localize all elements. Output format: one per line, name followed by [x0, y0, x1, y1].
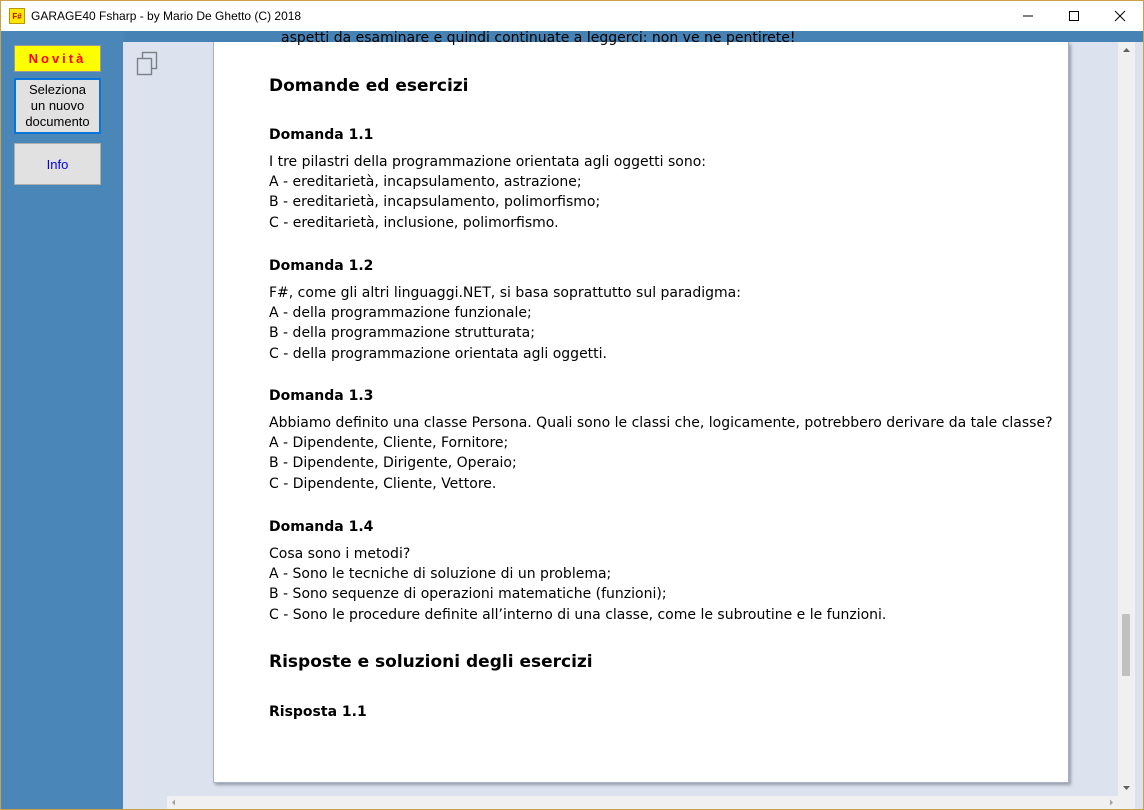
select-document-button[interactable]: Seleziona un nuovo documento: [14, 78, 101, 134]
question-text: F#, come gli altri linguaggi.NET, si basa soprattutto sul paradigma: A - della programmazione funzionale; B - della programmazione strutturata; C - della programmazione orientata agli oggetti.: [269, 285, 741, 362]
title-bar[interactable]: [1, 1, 1143, 31]
minimize-icon: [1023, 11, 1033, 21]
maximize-icon: [1069, 11, 1079, 21]
document-page[interactable]: [213, 30, 1069, 783]
answer-title: Risposta 1.1: [269, 704, 367, 720]
close-button[interactable]: [1097, 1, 1143, 31]
novita-button[interactable]: Novità: [14, 45, 101, 72]
section-title-answers: Risposte e soluzioni degli esercizi: [269, 652, 593, 672]
window-title: GARAGE40 Fsharp - by Mario De Ghetto (C) 2018: [31, 9, 302, 23]
scroll-down-arrow-icon[interactable]: [1118, 779, 1135, 796]
vertical-scrollbar[interactable]: [1118, 42, 1135, 796]
clipped-text-line: aspetti da esaminare e quindi continuate a leggerci: non ve ne pentirete!: [281, 30, 796, 46]
left-panel: [1, 31, 123, 809]
window-controls: [1005, 1, 1143, 31]
maximize-button[interactable]: [1051, 1, 1097, 31]
client-area: [1, 31, 1143, 809]
question-title: Domanda 1.1: [269, 127, 374, 143]
scroll-left-arrow-icon[interactable]: [167, 796, 180, 809]
question-text: Abbiamo definito una classe Persona. Quali sono le classi che, logicamente, potrebbero derivare da tale classe? A - Dipendente, Cliente, Fornitore; B - Dipendente, Dirigente, Operaio; C - Dipendente, Cliente, Vettore.: [269, 415, 1053, 492]
scroll-right-arrow-icon[interactable]: [1105, 796, 1118, 809]
question-title: Domanda 1.4: [269, 519, 374, 535]
info-button[interactable]: Info: [14, 143, 101, 185]
scrollbar-corner: [1118, 796, 1135, 809]
close-icon: [1115, 11, 1125, 21]
horizontal-scrollbar[interactable]: [167, 796, 1118, 809]
vertical-scroll-thumb[interactable]: [1122, 614, 1130, 676]
question-title: Domanda 1.3: [269, 388, 374, 404]
minimize-button[interactable]: [1005, 1, 1051, 31]
question-title: Domanda 1.2: [269, 258, 374, 274]
scroll-up-arrow-icon[interactable]: [1118, 42, 1135, 59]
document-viewer: [123, 30, 1143, 809]
section-title-questions: Domande ed esercizi: [269, 76, 469, 96]
copy-icon[interactable]: [136, 52, 158, 76]
app-icon: F#: [9, 8, 25, 24]
question-text: Cosa sono i metodi? A - Sono le tecniche di soluzione di un problema; B - Sono sequenze di operazioni matematiche (funzioni); C - Sono le procedure definite all’interno di una classe, come le subroutine e le funzioni.: [269, 546, 887, 623]
question-text: I tre pilastri della programmazione orientata agli oggetti sono: A - ereditarietà, incapsulamento, astrazione; B - ereditarietà, incapsulamento, polimorfismo; C - ereditarietà, inclusione, polimorfismo.: [269, 154, 706, 231]
